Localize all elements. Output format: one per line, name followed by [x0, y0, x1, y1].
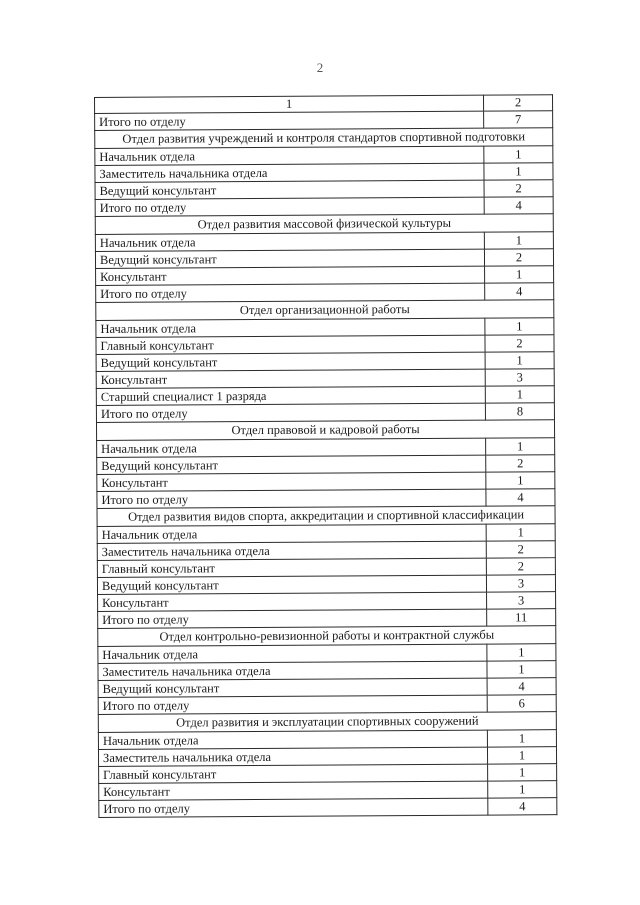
position-name: Итого по отделу: [98, 609, 487, 628]
position-name: Ведущий консультант: [98, 678, 487, 697]
position-count: 1: [488, 781, 557, 798]
position-count: 3: [486, 575, 555, 592]
header-col-2: 2: [483, 95, 552, 111]
position-name: Итого по отделу: [96, 403, 485, 422]
position-count: 1: [486, 438, 555, 455]
position-name: Ведущий консультант: [95, 249, 484, 268]
position-count: 1: [485, 386, 554, 403]
section-title: Отдел правовой и кадровой работы: [96, 420, 554, 441]
position-name: Главный консультант: [99, 764, 488, 783]
position-count: 2: [486, 558, 555, 575]
page-number: 2: [316, 60, 324, 75]
position-name: Заместитель начальника отдела: [95, 163, 484, 182]
position-count: 1: [487, 747, 556, 764]
position-count: 3: [487, 592, 556, 609]
position-name: Ведущий консультант: [95, 180, 484, 199]
position-count: 1: [485, 318, 554, 335]
position-count: 11: [487, 609, 556, 626]
position-name: Итого по отделу: [99, 798, 488, 817]
table-row: [99, 798, 557, 818]
position-count: 3: [485, 369, 554, 386]
position-count: 1: [484, 232, 553, 249]
position-count: 1: [486, 524, 555, 541]
position-count: 1: [487, 644, 556, 661]
section-title: Отдел развития массовой физической культуры: [95, 214, 553, 235]
position-name: Главный консультант: [96, 335, 485, 354]
position-name: Консультант: [97, 472, 486, 491]
position-name: Ведущий консультант: [96, 352, 485, 371]
staffing-table-body: [95, 95, 557, 818]
position-name: Главный консультант: [97, 558, 486, 577]
section-title: Отдел организационной работы: [96, 300, 554, 321]
position-name: Начальник отдела: [97, 438, 486, 457]
position-count: 8: [485, 403, 554, 420]
position-count: 2: [484, 180, 553, 197]
position-count: 1: [487, 730, 556, 747]
position-count: 7: [484, 111, 553, 128]
section-title: Отдел контрольно-ревизионной работы и контрактной службы: [98, 626, 556, 647]
position-count: 4: [488, 798, 557, 815]
position-name: Консультант: [99, 781, 488, 800]
position-count: 4: [487, 678, 556, 695]
position-name: Итого по отделу: [98, 695, 487, 714]
position-name: Консультант: [96, 369, 485, 388]
section-title: Отдел развития видов спорта, аккредитации и спортивной классификации: [97, 506, 555, 527]
position-name: Начальник отдела: [95, 146, 484, 165]
section-title: Отдел развития и эксплуатации спортивных сооружений: [98, 712, 556, 733]
position-name: Заместитель начальника отдела: [98, 661, 487, 680]
position-count: 4: [484, 197, 553, 214]
position-name: Консультант: [96, 266, 485, 285]
position-count: 2: [485, 335, 554, 352]
position-name: Итого по отделу: [95, 197, 484, 216]
position-count: 1: [487, 661, 556, 678]
position-count: 1: [485, 352, 554, 369]
position-count: 2: [486, 455, 555, 472]
position-name: Итого по отделу: [97, 489, 486, 508]
position-count: 2: [484, 249, 553, 266]
position-name: Начальник отдела: [98, 644, 487, 663]
section-title: Отдел развития учреждений и контроля стандартов спортивной подготовки: [95, 128, 553, 149]
position-name: Начальник отдела: [98, 730, 487, 749]
position-count: 1: [486, 472, 555, 489]
header-col-1: 1: [95, 95, 484, 113]
position-name: Ведущий консультант: [97, 575, 486, 594]
position-name: Старший специалист 1 разряда: [96, 386, 485, 405]
position-name: Начальник отдела: [96, 318, 485, 337]
position-name: Итого по отделу: [95, 111, 484, 130]
position-count: 4: [485, 283, 554, 300]
position-count: 4: [486, 489, 555, 506]
position-name: Начальник отдела: [97, 524, 486, 543]
position-count: 1: [484, 146, 553, 163]
position-count: 1: [485, 266, 554, 283]
position-name: Заместитель начальника отдела: [98, 747, 487, 766]
position-name: Начальник отдела: [95, 232, 484, 251]
staffing-table: [94, 94, 557, 818]
position-count: 2: [486, 541, 555, 558]
position-count: 1: [484, 163, 553, 180]
position-name: Итого по отделу: [96, 283, 485, 302]
position-name: Заместитель начальника отдела: [97, 541, 486, 560]
position-name: Консультант: [98, 592, 487, 611]
position-count: 1: [488, 764, 557, 781]
position-count: 6: [487, 695, 556, 712]
position-name: Ведущий консультант: [97, 455, 486, 474]
